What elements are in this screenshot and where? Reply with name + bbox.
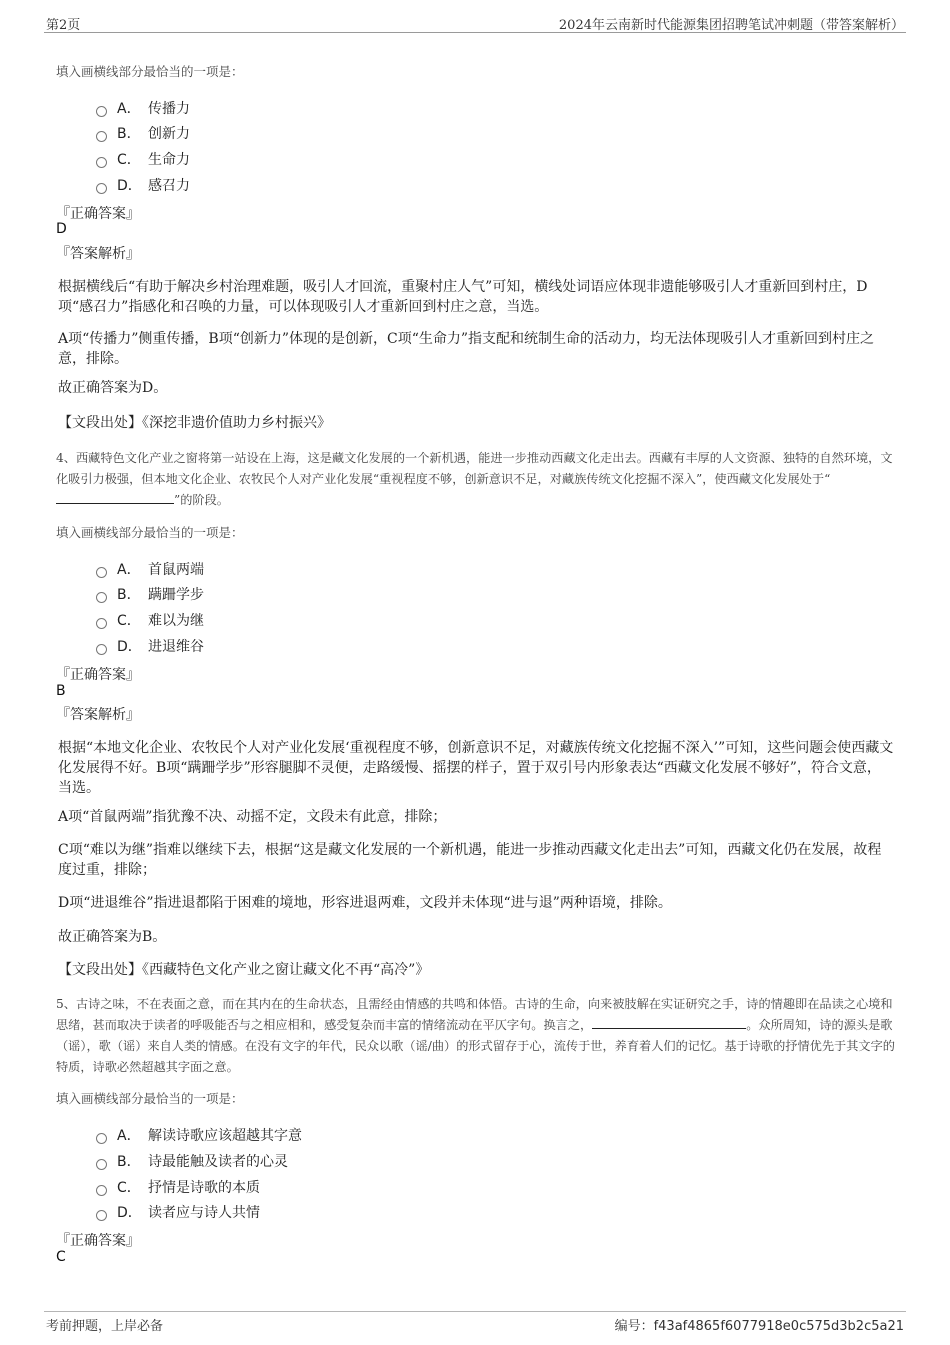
radio-icon[interactable] bbox=[96, 131, 107, 142]
document-code: 编号：f43af4865f6077918e0c575d3b2c5a21 bbox=[614, 1319, 904, 1334]
q5-answer-label: 『正确答案』 bbox=[56, 1233, 140, 1249]
q4-option-b[interactable]: B． 蹒跚学步 bbox=[96, 584, 204, 606]
q3-option-c[interactable]: C． 生命力 bbox=[96, 149, 190, 171]
q3-source: 【文段出处】《深挖非遗价值助力乡村振兴》 bbox=[58, 415, 331, 431]
radio-icon[interactable] bbox=[96, 1159, 107, 1170]
q4-answer-label: 『正确答案』 bbox=[56, 667, 140, 683]
radio-icon[interactable] bbox=[96, 157, 107, 168]
q3-option-a[interactable]: A． 传播力 bbox=[96, 98, 190, 120]
q3-analysis-paragraph: 根据横线后“有助于解决乡村治理难题，吸引人才回流，重聚村庄人气”可知，横线处词语应体现非遗能够吸引人才重新回到村庄，D项“感召力”指感化和召唤的力量，可以体现吸引人才重新回到村庄之意，当选。 bbox=[58, 279, 868, 315]
q4-analysis-paragraph: 根据“本地文化企业、农牧民个人对产业化发展‘重视程度不够，创新意识不足，对藏族传统文化挖掘不深入’”可知，这些问题会使西藏文化发展得不好。B项“蹒跚学步”形容腿脚不灵便，走路缓慢、摇摆的样子，置于双引号内形象表达“西藏文化发展不够好”，符合文意，当选。 bbox=[58, 740, 894, 796]
q4-analysis-paragraph: A项“首鼠两端”指犹豫不决、动摇不定，文段未有此意，排除； bbox=[58, 809, 447, 825]
radio-icon[interactable] bbox=[96, 183, 107, 194]
q4-option-d[interactable]: D． 进退维谷 bbox=[96, 636, 204, 658]
q5-option-a[interactable]: A． 解读诗歌应该超越其字意 bbox=[96, 1125, 302, 1147]
q5-option-d[interactable]: D． 读者应与诗人共情 bbox=[96, 1202, 260, 1224]
q3-option-b[interactable]: B． 创新力 bbox=[96, 123, 190, 145]
q5-option-c[interactable]: C． 抒情是诗歌的本质 bbox=[96, 1177, 260, 1199]
page-header bbox=[44, 12, 906, 33]
radio-icon[interactable] bbox=[96, 644, 107, 655]
fill-blank bbox=[56, 491, 174, 504]
radio-icon[interactable] bbox=[96, 106, 107, 117]
radio-icon[interactable] bbox=[96, 618, 107, 629]
q3-analysis-paragraph: A项“传播力”侧重传播，B项“创新力”体现的是创新，C项“生命力”指支配和统制生命的活动力，均无法体现吸引人才重新回到村庄之意，排除。 bbox=[58, 331, 875, 367]
radio-icon[interactable] bbox=[96, 1185, 107, 1196]
page-number: 第2页 bbox=[46, 18, 81, 33]
radio-icon[interactable] bbox=[96, 1210, 107, 1221]
footer-slogan: 考前押题，上岸必备 bbox=[46, 1319, 164, 1334]
q4-analysis-label: 『答案解析』 bbox=[56, 707, 140, 723]
q4-analysis-paragraph: D项“进退维谷”指进退都陷于困难的境地，形容进退两难，文段并未体现“进与退”两种语境，排除。 bbox=[58, 895, 672, 911]
page-footer bbox=[44, 1311, 906, 1334]
q3-conclusion: 故正确答案为D。 bbox=[58, 380, 168, 396]
q5-option-b[interactable]: B． 诗最能触及读者的心灵 bbox=[96, 1151, 288, 1173]
q5-prompt: 填入画横线部分最恰当的一项是： bbox=[56, 1091, 244, 1106]
q3-option-d[interactable]: D． 感召力 bbox=[96, 175, 190, 197]
q3-analysis-label: 『答案解析』 bbox=[56, 246, 140, 262]
q5-stem: 5、古诗之味，不在表面之意，而在其内在的生命状态，且需经由情感的共鸣和体悟。古诗的生命，向来被肢解在实证研究之手，诗的情趣即在品读之心境和思绪，甚而取决于读者的呼吸能否与之相应相和，感受复杂而丰富的情绪流动在平仄字句。换言之， 。众所周知，诗的源头是歌（谣），歌（谣）来自人类的情感。在没有文字的年代，民众以歌（谣/曲）的形式留存于心，流传于世，养育着人们的记忆。基于诗歌的抒情优先于其文字的特质，诗歌必然超越其字面之意。 bbox=[56, 997, 895, 1074]
q4-option-c[interactable]: C． 难以为继 bbox=[96, 610, 204, 632]
q3-answer: D bbox=[56, 221, 67, 237]
fill-blank bbox=[592, 1016, 746, 1029]
q4-answer: B bbox=[56, 683, 66, 699]
q3-answer-label: 『正确答案』 bbox=[56, 206, 140, 222]
q4-option-a[interactable]: A． 首鼠两端 bbox=[96, 559, 204, 581]
q3-prompt: 填入画横线部分最恰当的一项是： bbox=[56, 64, 244, 79]
document-title: 2024年云南新时代能源集团招聘笔试冲刺题（带答案解析） bbox=[558, 18, 904, 33]
radio-icon[interactable] bbox=[96, 567, 107, 578]
q4-prompt: 填入画横线部分最恰当的一项是： bbox=[56, 525, 244, 540]
q4-analysis-paragraph: C项“难以为继”指难以继续下去，根据“这是藏文化发展的一个新机遇，能进一步推动西藏文化走出去”可知，西藏文化仍在发展，故程度过重，排除； bbox=[58, 842, 882, 878]
q4-conclusion: 故正确答案为B。 bbox=[58, 929, 167, 945]
radio-icon[interactable] bbox=[96, 1133, 107, 1144]
q4-stem: 4、西藏特色文化产业之窗将第一站设在上海，这是藏文化发展的一个新机遇，能进一步推动西藏文化走出去。西藏有丰厚的人文资源、独特的自然环境，文化吸引力极强，但本地文化企业、农牧民个人对产业化发展“重视程度不够，创新意识不足，对藏族传统文化挖掘不深入”，使西藏文化发展处于“”的阶段。 bbox=[56, 451, 893, 507]
radio-icon[interactable] bbox=[96, 592, 107, 603]
q5-answer: C bbox=[56, 1249, 66, 1265]
q4-source: 【文段出处】《西藏特色文化产业之窗让藏文化不再“高冷”》 bbox=[58, 962, 430, 978]
